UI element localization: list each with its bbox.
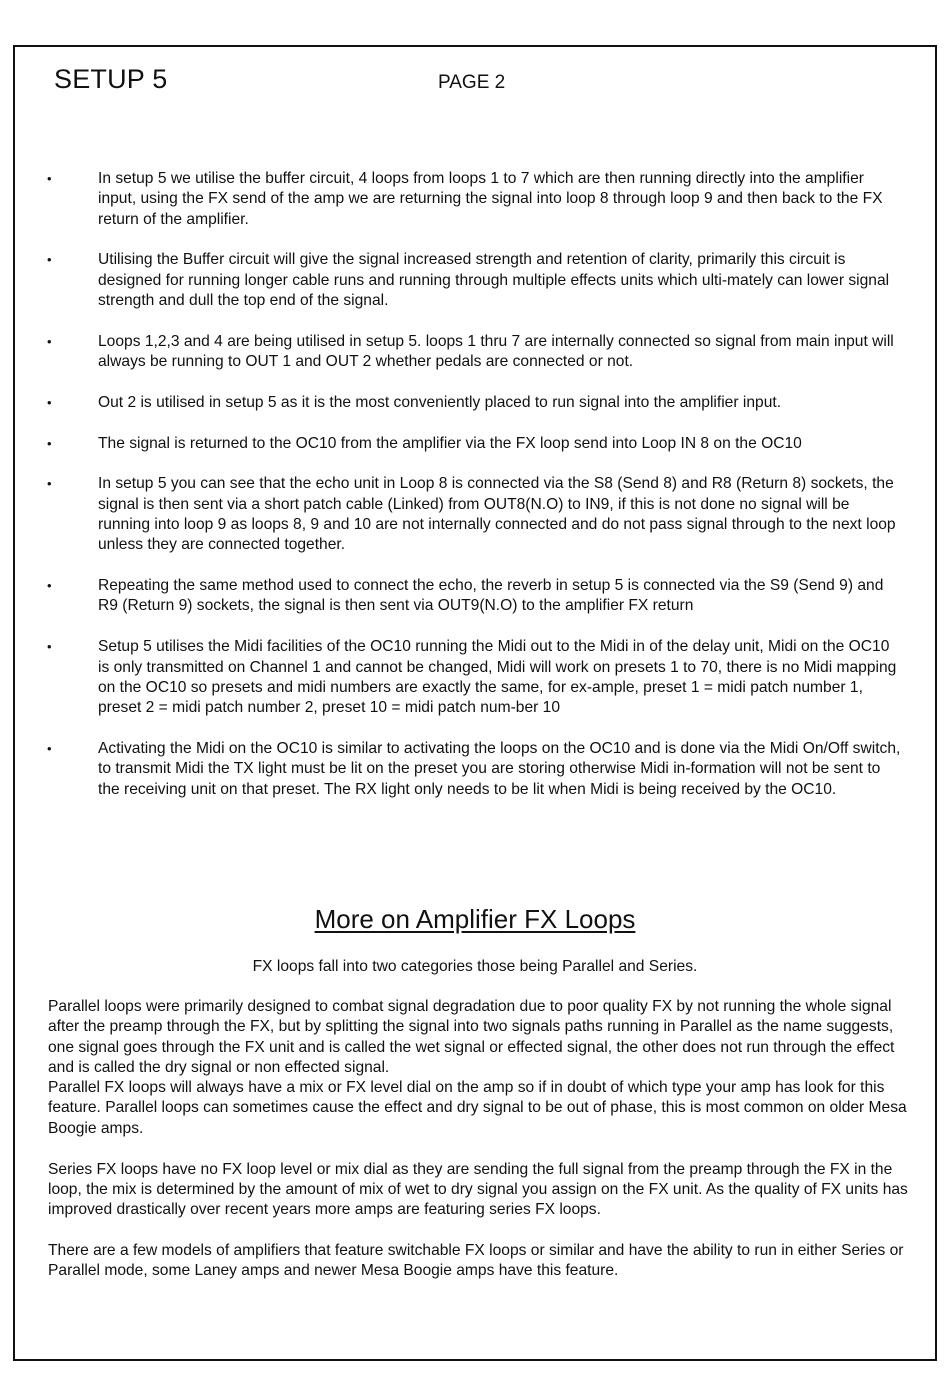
list-item (0, 739, 950, 800)
list-item (0, 434, 950, 454)
list-item (0, 474, 950, 555)
bullet-icon: • (47, 476, 52, 492)
bullet-text: In setup 5 we utilise the buffer circuit, 4 loops from loops 1 to 7 which are then running directly into the amplifier input, using the FX send of the amp we are returning the signal into loop 8 through loop 9 and then back to the FX return of the amplifier. (98, 170, 883, 228)
list-item (0, 332, 950, 373)
bullet-text: The signal is returned to the OC10 from the amplifier via the FX loop send into Loop IN 8 on the OC10 (98, 434, 802, 452)
bullet-icon: • (47, 394, 52, 410)
bullet-icon: • (47, 333, 52, 349)
list-item (0, 637, 950, 718)
list-item (0, 169, 950, 230)
list-item (0, 576, 950, 617)
paragraph: Parallel loops were primarily designed to combat signal degradation due to poor quality FX by not running the whole signal after the preamp through the FX, but by splitting the signal into two signals paths running in Parallel as the name suggests, one signal goes through the FX unit and is called the wet signal or effected signal, the other does not run through the effect and is called the dry signal or non effected signal. (48, 998, 895, 1076)
bullet-icon: • (47, 639, 52, 655)
list-item (0, 393, 950, 413)
section-heading: More on Amplifier FX Loops (314, 904, 636, 934)
paragraph: Parallel FX loops will always have a mix or FX level dial on the amp so if in doubt of which type your amp has look for this feature. Parallel loops can sometimes cause the effect and dry signal to be out of phase, this is most common on older Mesa Boogie amps. (48, 1079, 907, 1137)
bullet-icon: • (47, 740, 52, 756)
bullet-text: Utilising the Buffer circuit will give the signal increased strength and retention of clarity, primarily this circuit is designed for running longer cable runs and running through multiple effects units which ulti-mately can lower signal strength and dull the top end of the signal. (98, 251, 890, 309)
page-title: SETUP 5 (54, 64, 168, 94)
paragraph: There are a few models of amplifiers that feature switchable FX loops or similar and have the ability to run in either Series or Parallel mode, some Laney amps and newer Mesa Boogie amps have this feature. (48, 1241, 904, 1280)
list-item (0, 250, 950, 311)
bullet-icon: • (47, 435, 52, 451)
bullet-text: Setup 5 utilises the Midi facilities of the OC10 running the Midi out to the Midi in of the delay unit, Midi on the OC10 is only transmitted on Channel 1 and cannot be changed, Midi will work on presets 1 to 70, there is no Midi mapping on the OC10 so presets and midi numbers are exactly the same, for ex-ample, preset 1 = midi patch number 1, preset 2 = midi patch number 2, preset 10 = midi patch num-ber 10 (98, 638, 897, 717)
bullet-text: Loops 1,2,3 and 4 are being utilised in setup 5. loops 1 thru 7 are internally connected so signal from main input will always be running to OUT 1 and OUT 2 whether pedals are connected or not. (98, 332, 894, 371)
bullet-text: Repeating the same method used to connect the echo, the reverb in setup 5 is connected via the S9 (Send 9) and R9 (Return 9) sockets, the signal is then sent via OUT9(N.O) to the amplifier FX return (98, 577, 884, 615)
bullet-text: Activating the Midi on the OC10 is similar to activating the loops on the OC10 and is done via the Midi On/Off switch, to transmit Midi the TX light must be lit on the preset you are storing otherwise Midi in-formation will not be sent to the receiving unit on that preset. The RX light only needs to be lit when Midi is being received by the OC10. (98, 739, 901, 798)
section-body (48, 997, 908, 1282)
bullet-text: Out 2 is utilised in setup 5 as it is the most conveniently placed to run signal into the amplifier input. (98, 393, 782, 411)
bullet-icon: • (47, 578, 52, 594)
bullet-list (0, 169, 950, 820)
paragraph: Series FX loops have no FX loop level or mix dial as they are sending the full signal from the preamp through the FX in the loop, the mix is determined by the amount of mix of wet to dry signal you assign on the FX unit. As the quality of FX units has improved drastically over recent years more amps are featuring series FX loops. (48, 1160, 908, 1219)
bullet-icon: • (47, 171, 52, 186)
bullet-text: In setup 5 you can see that the echo unit in Loop 8 is connected via the S8 (Send 8) and R8 (Return 8) sockets, the signal is then sent via a short patch cable (Linked) from OUT8(N.O) to IN9, if this is not done no signal will be running into loop 9 as loops 8, 9 and 10 are not internally connected and do not pass signal through to the next loop unless they are connected together. (98, 475, 896, 554)
page-number: PAGE 2 (438, 72, 506, 93)
section-intro: FX loops fall into two categories those being Parallel and Series. (252, 958, 698, 975)
bullet-icon: • (47, 252, 52, 268)
